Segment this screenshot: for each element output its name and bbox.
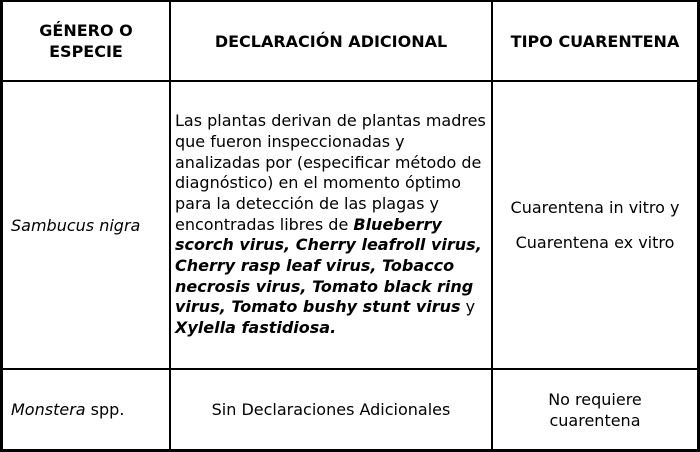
row2-quarantine-text: No requiere cuarentena	[548, 389, 642, 430]
row1-declaration	[171, 82, 491, 368]
row1-declaration-text	[175, 111, 487, 339]
row1-species-name: Sambucus nigra	[11, 215, 141, 235]
row1-quarantine	[493, 82, 697, 368]
row1-declaration-and: y	[460, 297, 476, 317]
header-declaration	[171, 2, 491, 80]
header-declaration-label: DECLARACIÓN ADICIONAL	[214, 31, 448, 51]
row2-declaration	[171, 370, 491, 449]
row2-species-suffix: spp.	[85, 400, 125, 419]
row2-species	[3, 370, 169, 449]
row1-quarantine-line1: Cuarentena in vitro y	[510, 198, 680, 217]
row1-declaration-pests: Blueberry scorch virus, Cherry leafroll virus, Cherry rasp leaf virus, Tobacco necrosis virus, Tomato black ring virus, Tomato bushy stunt virus	[175, 214, 482, 317]
header-quarantine	[493, 2, 697, 80]
row2-species-name: Monstera	[11, 400, 86, 419]
row1-declaration-intro: Las plantas derivan de plantas madres que fueron inspeccionadas y analizadas por (especificar método de diagnóstico) en el momento óptimo para la detección de las plagas y encontradas libres de	[175, 111, 486, 234]
row2-quarantine	[493, 370, 697, 449]
row2-declaration-text: Sin Declaraciones Adicionales	[211, 400, 451, 419]
row2-species-text	[11, 399, 124, 420]
row1-species	[3, 82, 169, 368]
header-genus	[3, 2, 169, 80]
row1-declaration-last: Xylella fastidiosa.	[175, 318, 337, 338]
header-quarantine-label: TIPO CUARENTENA	[510, 31, 680, 51]
row1-quarantine-text	[511, 197, 680, 253]
row1-quarantine-line2: Cuarentena ex vitro	[515, 233, 675, 252]
header-genus-label: GÉNERO O ESPECIE	[39, 21, 133, 61]
